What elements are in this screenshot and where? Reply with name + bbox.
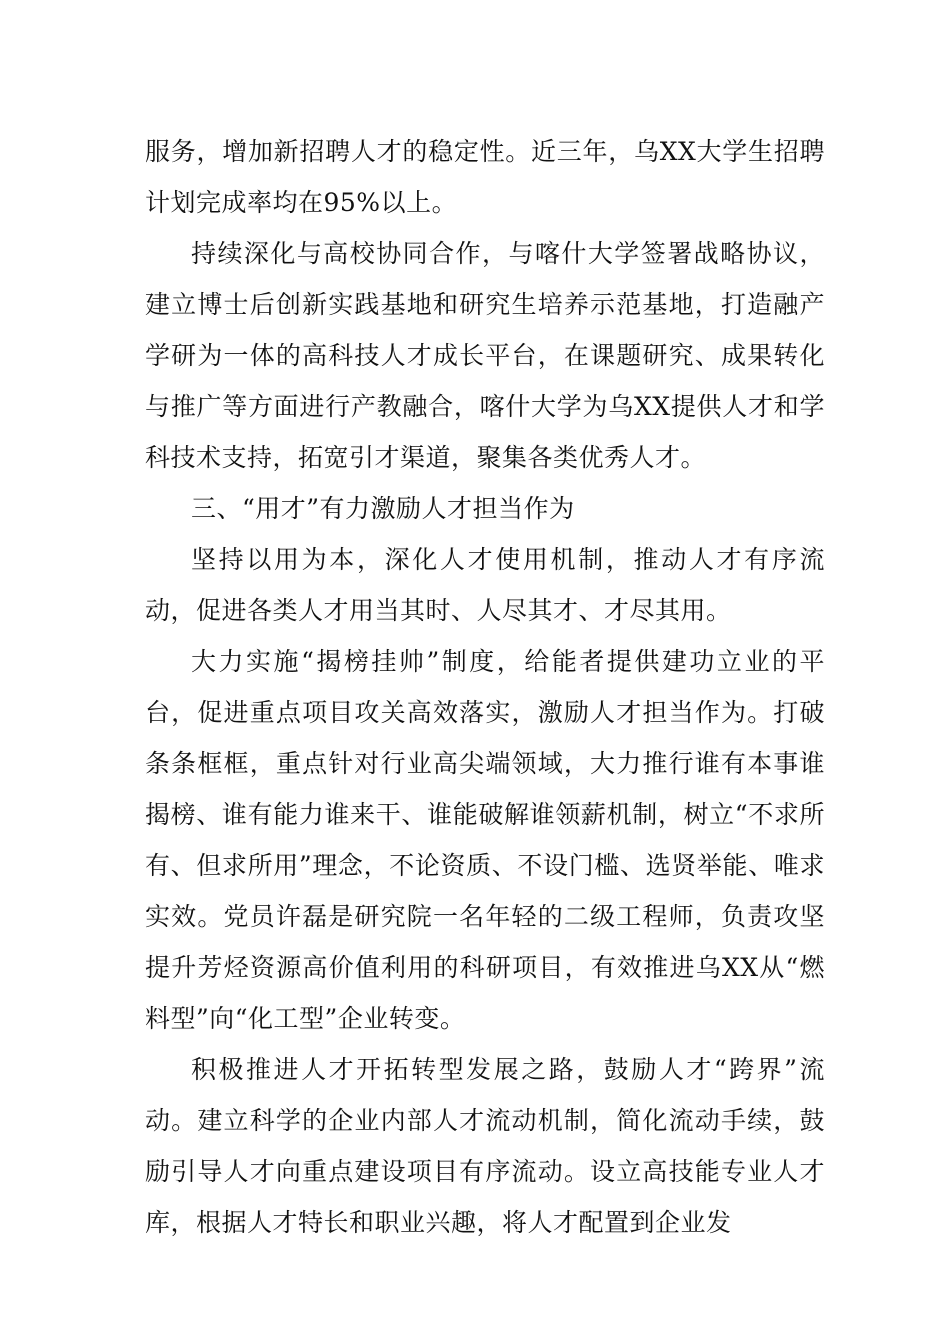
paragraph-continuation: 服务，增加新招聘人才的稳定性。近三年，乌XX大学生招聘计划完成率均在95%以上。 (145, 137, 825, 217)
paragraph-usage-mechanism: 坚持以用为本，深化人才使用机制，推动人才有序流动，促进各类人才用当其时、人尽其才、才尽其用。 (145, 545, 825, 625)
paragraph-university-cooperation: 持续深化与高校协同合作，与喀什大学签署战略协议，建立博士后创新实践基地和研究生培养示范基地，打造融产学研为一体的高科技人才成长平台，在课题研究、成果转化与推广等方面进行产教融合，喀什大学为乌XX提供人才和学科技术支持，拓宽引才渠道，聚集各类优秀人才。 (145, 239, 825, 472)
section-heading-3: 三、“用才”有力激励人才担当作为 (191, 494, 575, 523)
document-body (145, 126, 825, 1248)
paragraph-talent-flow: 积极推进人才开拓转型发展之路，鼓励人才“跨界”流动。建立科学的企业内部人才流动机制，简化流动手续，鼓励引导人才向重点建设项目有序流动。设立高技能专业人才库，根据人才特长和职业兴趣，将人才配置到企业发 (145, 1055, 825, 1237)
paragraph-jiebang-guashuai: 大力实施“揭榜挂帅”制度，给能者提供建功立业的平台，促进重点项目攻关高效落实，激励人才担当作为。打破条条框框，重点针对行业高尖端领域，大力推行谁有本事谁揭榜、谁有能力谁来干、谁能破解谁领薪机制，树立“不求所有、但求所用”理念，不论资质、不设门槛、选贤举能、唯求实效。党员许磊是研究院一名年轻的二级工程师，负责攻坚提升芳烃资源高价值利用的科研项目，有效推进乌XX从“燃料型”向“化工型”企业转变。 (145, 647, 825, 1033)
